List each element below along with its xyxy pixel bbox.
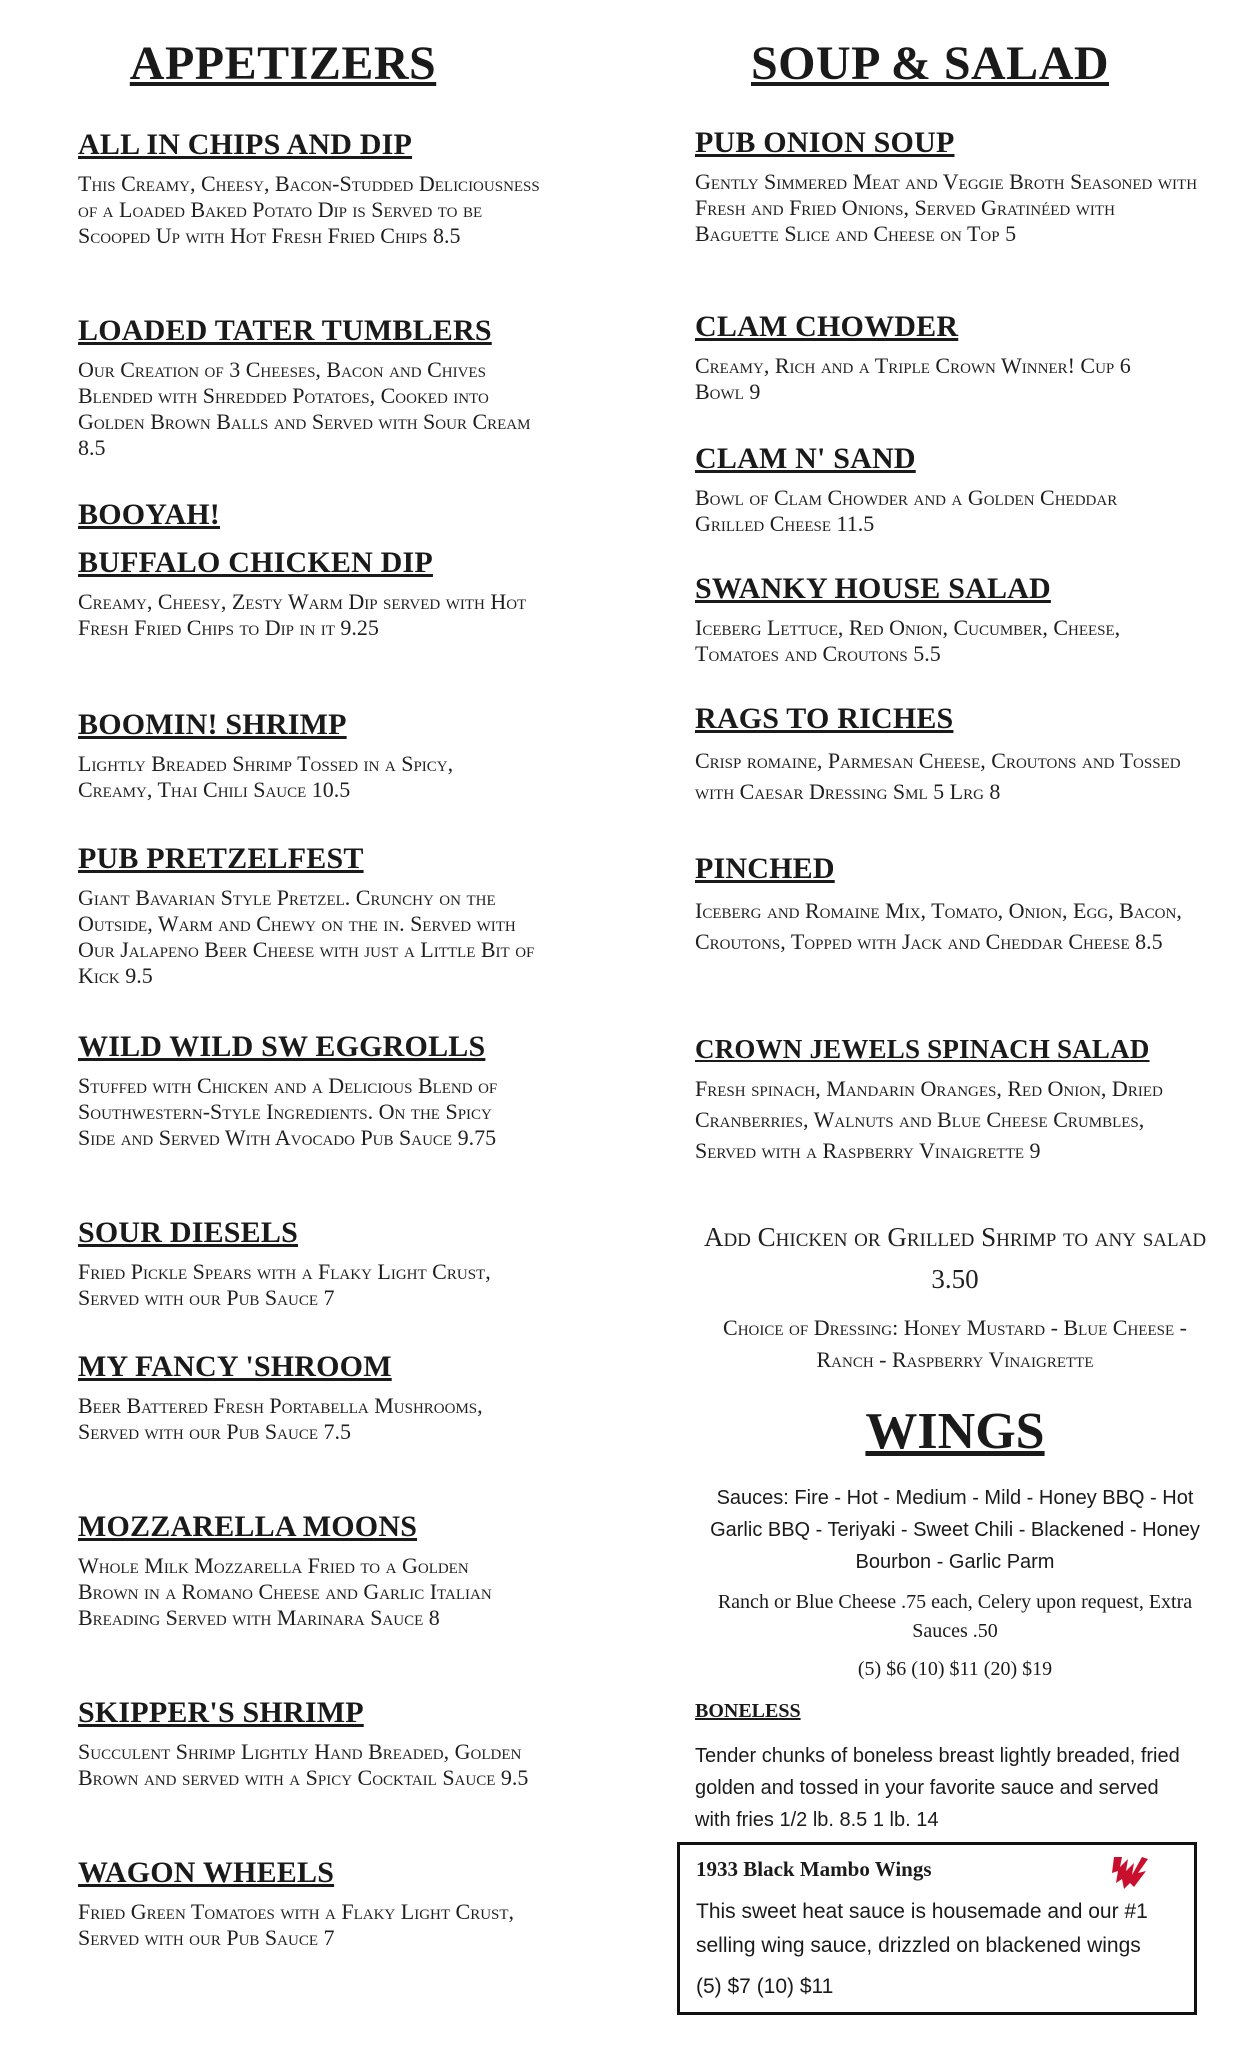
item-description: Gently Simmered Meat and Veggie Broth Seasoned with Fresh and Fried Onions, Served Gratinéed with Baguette Slice and Cheese on Top 5 bbox=[695, 168, 1198, 246]
menu-item bbox=[78, 842, 538, 989]
soup-salad-title: SOUP & SALAD bbox=[750, 37, 1110, 90]
menu-item bbox=[78, 708, 498, 803]
menu-item bbox=[78, 314, 538, 461]
menu-item bbox=[78, 1216, 528, 1311]
item-description: This Creamy, Cheesy, Bacon-Studded Deliciousness of a Loaded Baked Potato Dip is Served to be Scooped Up with Hot Fresh Fried Chips 8.5 bbox=[78, 170, 540, 248]
menu-item bbox=[78, 128, 548, 249]
boneless-title: BONELESS bbox=[695, 1700, 801, 1722]
dressing-choices: Choice of Dressing: Honey Mustard - Blue Cheese - Ranch - Raspberry Vinaigrette bbox=[723, 1315, 1187, 1372]
item-name: PINCHED bbox=[695, 852, 835, 885]
salad-addon-note: Add Chicken or Grilled Shrimp to any salad 3.50 bbox=[703, 1222, 1207, 1294]
item-name: SKIPPER'S SHRIMP bbox=[78, 1696, 364, 1729]
item-name: PUB PRETZELFEST bbox=[78, 842, 364, 875]
menu-item bbox=[78, 1030, 528, 1151]
item-description: Our Creation of 3 Cheeses, Bacon and Chives Blended with Shredded Potatoes, Cooked into Golden Brown Balls and Served with Sour Cream 8.5 bbox=[78, 356, 531, 460]
item-name: SOUR DIESELS bbox=[78, 1216, 298, 1249]
mambo-title: 1933 Black Mambo Wings bbox=[696, 1857, 932, 1881]
menu-item bbox=[78, 1350, 528, 1445]
item-description: Lightly Breaded Shrimp Tossed in a Spicy, Creamy, Thai Chili Sauce 10.5 bbox=[78, 750, 454, 802]
menu-item bbox=[78, 1696, 538, 1791]
wings-extras: Ranch or Blue Cheese .75 each, Celery upon request, Extra Sauces .50 bbox=[717, 1591, 1193, 1642]
menu-item bbox=[695, 572, 1175, 667]
item-name: LOADED TATER TUMBLERS bbox=[78, 314, 492, 347]
item-description: Iceberg Lettuce, Red Onion, Cucumber, Cheese, Tomatoes and Croutons 5.5 bbox=[695, 614, 1121, 666]
item-description: Creamy, Rich and a Triple Crown Winner! Cup 6 Bowl 9 bbox=[695, 352, 1131, 404]
item-name: CLAM CHOWDER bbox=[695, 310, 959, 343]
item-description: Fried Green Tomatoes with a Flaky Light Crust, Served with our Pub Sauce 7 bbox=[78, 1898, 515, 1950]
boneless-description: Tender chunks of boneless breast lightly breaded, fried golden and tossed in your favorite sauce and served with fries 1/2 lb. 8.5 1 lb. 14 bbox=[695, 1745, 1180, 1831]
item-description: Fresh spinach, Mandarin Oranges, Red Onion, Dried Cranberries, Walnuts and Blue Cheese Crumbles, Served with a Raspberry Vinaigrette 9 bbox=[695, 1076, 1163, 1164]
item-description: Creamy, Cheesy, Zesty Warm Dip served with Hot Fresh Fried Chips to Dip in it 9.25 bbox=[78, 588, 527, 640]
menu-item bbox=[695, 310, 1185, 405]
item-name: CLAM N' SAND bbox=[695, 442, 916, 475]
item-name: PUB ONION SOUP bbox=[695, 126, 955, 159]
appetizers-title: APPETIZERS bbox=[129, 37, 437, 90]
item-name: SWANKY HOUSE SALAD bbox=[695, 572, 1051, 605]
item-description: Crisp romaine, Parmesan Cheese, Croutons and Tossed with Caesar Dressing Sml 5 Lrg 8 bbox=[695, 747, 1181, 804]
wings-title: WINGS bbox=[865, 1403, 1045, 1460]
menu-item bbox=[695, 126, 1200, 247]
black-mambo-feature-box bbox=[677, 1842, 1197, 2015]
menu-item bbox=[78, 498, 538, 533]
menu-item bbox=[78, 546, 528, 641]
item-description: Iceberg and Romaine Mix, Tomato, Onion, Egg, Bacon, Croutons, Topped with Jack and Cheddar Cheese 8.5 bbox=[695, 897, 1182, 954]
menu-item bbox=[78, 1856, 538, 1951]
item-name: RAGS TO RICHES bbox=[695, 702, 954, 735]
item-name: BOOYAH! bbox=[78, 498, 220, 531]
item-name: WAGON WHEELS bbox=[78, 1856, 335, 1889]
item-description: Fried Pickle Spears with a Flaky Light Crust, Served with our Pub Sauce 7 bbox=[78, 1258, 491, 1310]
menu-item bbox=[78, 1510, 528, 1631]
item-name: BUFFALO CHICKEN DIP bbox=[78, 546, 433, 579]
item-name: MOZZARELLA MOONS bbox=[78, 1510, 418, 1543]
item-description: Giant Bavarian Style Pretzel. Crunchy on the Outside, Warm and Chewy on the in. Served with Our Jalapeno Beer Cheese with just a Little Bit of Kick 9.5 bbox=[78, 884, 535, 988]
item-description: Whole Milk Mozzarella Fried to a Golden Brown in a Romano Cheese and Garlic Italian Breading Served with Marinara Sauce 8 bbox=[78, 1552, 492, 1630]
item-description: Succulent Shrimp Lightly Hand Breaded, Golden Brown and served with a Spicy Cocktail Sauce 9.5 bbox=[78, 1738, 529, 1790]
menu-item bbox=[695, 1034, 1200, 1166]
item-name: BOOMIN! SHRIMP bbox=[78, 708, 347, 741]
menu-item bbox=[695, 442, 1175, 537]
item-description: Beer Battered Fresh Portabella Mushrooms, Served with our Pub Sauce 7.5 bbox=[78, 1392, 483, 1444]
mambo-price: (5) $7 (10) $11 bbox=[696, 1975, 834, 1998]
item-description: Stuffed with Chicken and a Delicious Blend of Southwestern-Style Ingredients. On the Spicy Side and Served With Avocado Pub Sauce 9.75 bbox=[78, 1072, 498, 1150]
menu-item bbox=[695, 852, 1195, 957]
flame-logo-icon bbox=[1108, 1853, 1152, 1891]
item-name: CROWN JEWELS SPINACH SALAD bbox=[695, 1034, 1150, 1064]
item-name: WILD WILD SW EGGROLLS bbox=[78, 1030, 486, 1063]
item-name: ALL IN CHIPS AND DIP bbox=[78, 128, 413, 161]
wings-prices: (5) $6 (10) $11 (20) $19 bbox=[857, 1658, 1053, 1680]
item-name: MY FANCY 'SHROOM bbox=[78, 1350, 392, 1383]
item-description: Bowl of Clam Chowder and a Golden Cheddar Grilled Cheese 11.5 bbox=[695, 484, 1118, 536]
mambo-description: This sweet heat sauce is housemade and our #1 selling wing sauce, drizzled on blackened wings bbox=[696, 1900, 1148, 1957]
wings-sauces: Sauces: Fire - Hot - Medium - Mild - Honey BBQ - Hot Garlic BBQ - Teriyaki - Sweet Chili - Blackened - Honey Bourbon - Garlic Parm bbox=[710, 1487, 1200, 1573]
menu-item bbox=[695, 702, 1195, 807]
